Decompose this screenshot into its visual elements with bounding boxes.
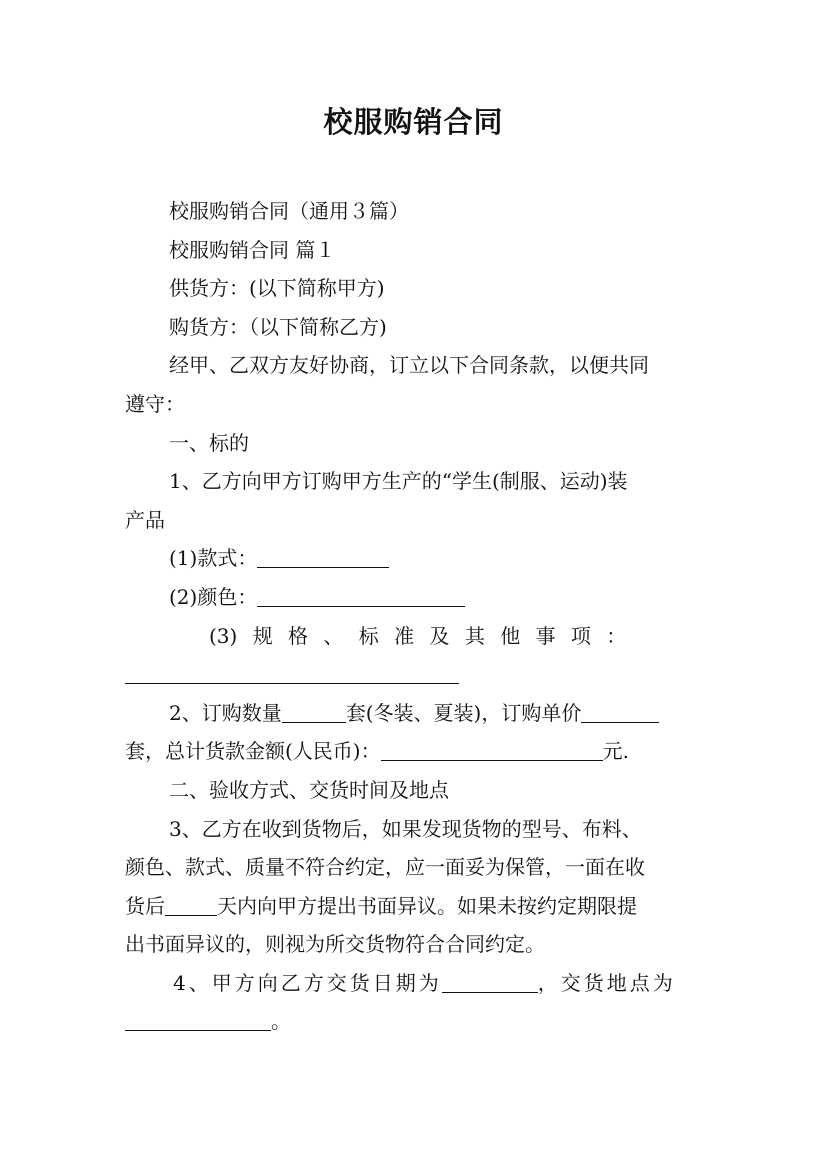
paragraph-intro-line2: 遵守： [125,391,185,416]
clause-3-line4: 出书面异议的，则视为所交货物符合合同约定。 [125,932,545,957]
clause-4-line2 [125,1002,703,1041]
clause-4-text-a: 4、甲方向乙方交货日期为 [173,970,442,995]
clause-2-line2 [125,732,703,771]
field-spec [125,617,703,656]
page-title: 校服购销合同 [323,105,504,139]
clause-3-line3 [125,887,703,926]
field-style [125,539,703,578]
field-spec-label: (3) 规 格 、 标 准 及 其 他 事 项 ： [209,623,627,648]
blank-total-amount[interactable] [381,739,603,761]
field-color-label: (2)颜色： [169,584,258,609]
blank-color[interactable] [257,585,465,607]
clause-2-text-c: 套，总计货款金额(人民币)： [125,739,381,764]
paragraph-supplier: 供货方：(以下简称甲方) [169,276,385,301]
clause-heading-acceptance: 二、验收方式、交货时间及地点 [169,777,449,802]
paragraph-intro-line1: 经甲、乙双方友好协商，订立以下合同条款，以便共同 [169,353,649,378]
clause-3-line1: 3、乙方在收到货物后，如果发现货物的型号、布料、 [169,816,642,841]
blank-spec[interactable] [125,662,459,684]
clause-4-line1 [125,964,703,1003]
clause-3-line2: 颜色、款式、质量不符合约定，应一面妥为保管，一面在收 [125,855,645,880]
clause-3-text-b: 天内向甲方提出书面异议。如果未按约定期限提 [217,893,637,918]
clause-1-line1: 1、乙方向甲方订购甲方生产的“学生(制服、运动)装 [169,469,628,494]
clause-3-text-a: 货后 [125,893,165,918]
paragraph-subtitle: 校服购销合同（通用３篇） [169,199,409,223]
field-spec-blank-line [125,655,703,694]
clause-4-text-b: ，交货地点为 [537,970,676,995]
blank-unit-price[interactable] [581,701,659,723]
blank-delivery-place[interactable] [125,1009,271,1031]
clause-2-line1 [125,694,703,733]
field-color [125,578,703,617]
paragraph-buyer: 购货方：（以下简称乙方) [169,314,387,339]
clause-1-line2: 产品 [125,507,165,532]
clause-heading-subject: 一、标的 [169,430,249,455]
blank-quantity[interactable] [282,701,346,723]
paragraph-section-heading: 校服购销合同 篇１ [169,237,336,262]
blank-days[interactable] [165,894,217,916]
document-body [125,192,703,1041]
clause-2-text-d: 元. [602,739,629,764]
paragraph-intro [125,346,703,385]
blank-style[interactable] [257,546,389,568]
clause-2-text-a: 2、订购数量 [169,700,282,725]
clause-2-text-b: 套(冬装、夏装)，订购单价 [345,700,582,725]
field-style-label: (1)款式： [169,546,258,571]
blank-delivery-date[interactable] [442,971,538,993]
clause-4-text-end: 。 [271,1009,291,1034]
